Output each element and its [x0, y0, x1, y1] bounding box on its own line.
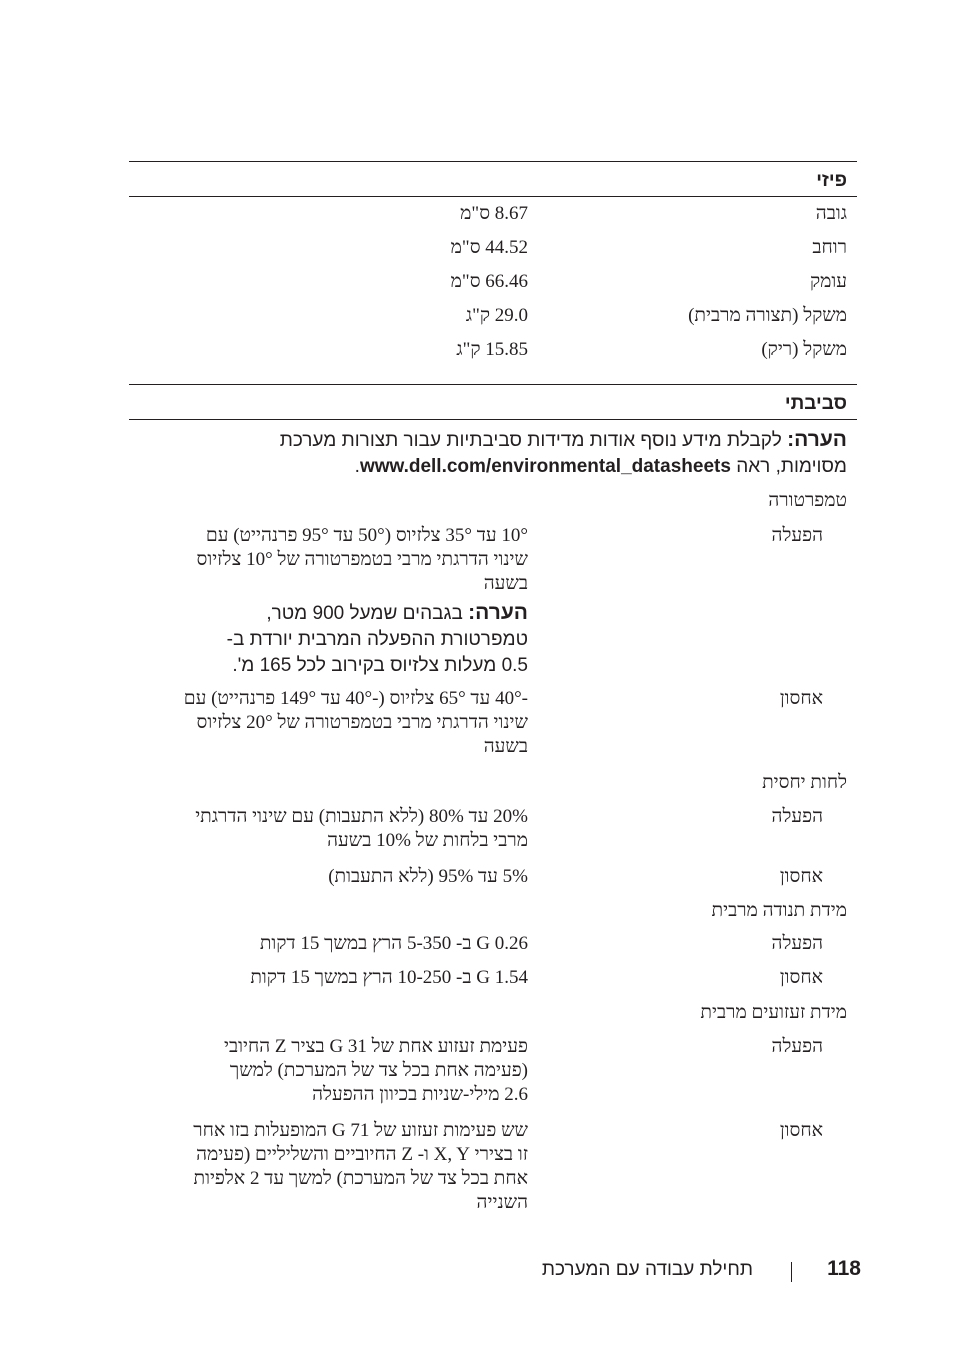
vibration-label: מידת תנודה מרבית	[711, 900, 847, 921]
temp-operating-line-2: שינוי הדרגתי מרבי בטמפרטורה של 10° צלזיוס	[196, 549, 528, 570]
environment-note	[207, 427, 847, 480]
sub-note-line-1: בגבהים שמעל 900 מטר,	[266, 603, 463, 624]
height-value: 8.67 ס"מ	[460, 203, 528, 224]
height-label: גובה	[815, 203, 847, 224]
shock-operating-value	[224, 1035, 528, 1107]
shock-operating-line-3: 2.6 מילי-שניות בכיוון ההפעלה	[312, 1084, 528, 1105]
temp-storage-line-3: בשעה	[483, 736, 528, 757]
width-label: רוחב	[812, 237, 847, 258]
environment-heading: סביבתי	[784, 393, 847, 414]
environment-heading-rule	[129, 419, 857, 420]
temp-storage-line-1: -40° עד 65° צלזיוס (-40° עד 149° פרנהייט) עם	[183, 688, 528, 709]
physical-heading-rule	[129, 196, 857, 197]
page-number: 118	[827, 1257, 861, 1280]
environment-top-rule	[129, 384, 857, 385]
temp-altitude-note	[168, 600, 528, 679]
note-text-1: לקבלת מידע נוסף אודות מדידות סביבתיות עבור תצורות מערכת	[279, 430, 782, 451]
humidity-operating-line-2: מרבי בלחות של 10% בשעה	[327, 830, 528, 851]
temp-operating-line-1: 10° עד 35° צלזיוס (50° עד 95° פרנהייט) עם	[205, 525, 528, 546]
top-rule	[129, 161, 857, 162]
chapter-title: תחילת עבודה עם המערכת	[541, 1259, 753, 1280]
vibration-storage-label: אחסון	[779, 967, 823, 988]
shock-operating-label: הפעלה	[771, 1036, 823, 1057]
vibration-operating-label: הפעלה	[771, 933, 823, 954]
vibration-storage-value: 1.54 G ב- 10-250 הרץ במשך 15 דקות	[250, 967, 528, 988]
shock-label: מידת זעזועים מרבית	[700, 1002, 847, 1023]
humidity-label: לחות יחסית	[762, 772, 847, 793]
shock-storage-line-2: זו בצירי X, Y ו- Z החיוביים והשליליים (פעימה	[196, 1144, 528, 1165]
temp-storage-value	[184, 687, 528, 759]
depth-label: עומק	[809, 271, 847, 292]
shock-storage-label: אחסון	[779, 1120, 823, 1141]
depth-value: 66.46 ס"מ	[450, 271, 528, 292]
temp-storage-label: אחסון	[779, 688, 823, 709]
humidity-operating-label: הפעלה	[771, 806, 823, 827]
humidity-storage-label: אחסון	[779, 866, 823, 887]
max-weight-value: 29.0 ק"ג	[465, 305, 528, 326]
temperature-label: טמפרטורה	[768, 490, 847, 511]
sub-note-label: הערה:	[468, 601, 528, 624]
shock-storage-value	[193, 1119, 528, 1215]
temp-storage-line-2: שינוי הדרגתי מרבי בטמפרטורה של 20° צלזיוס	[196, 712, 528, 733]
max-weight-label: משקל (תצורה מרבית)	[688, 305, 847, 326]
humidity-storage-value: 5% עד 95% (ללא התעבות)	[328, 866, 528, 887]
temp-operating-label: הפעלה	[771, 525, 823, 546]
physical-heading: פיזי	[816, 170, 847, 191]
sub-note-line-2: טמפרטורת ההפעלה המרבית יורדת ב-	[226, 629, 528, 650]
width-value: 44.52 ס"מ	[450, 237, 528, 258]
temp-operating-value	[197, 524, 528, 596]
note-url: www.dell.com/environmental_datasheets	[359, 456, 731, 477]
footer-separator	[791, 1262, 792, 1282]
note-end: .	[354, 456, 360, 477]
empty-weight-value: 15.85 ק"ג	[456, 339, 528, 360]
note-label: הערה:	[787, 428, 847, 451]
temp-operating-line-3: בשעה	[483, 573, 528, 594]
shock-storage-line-1: שש פעימות זעזוע של 71 G המופעלות בזו אחר	[193, 1120, 528, 1141]
empty-weight-label: משקל (ריק)	[761, 339, 847, 360]
shock-operating-line-2: (פעימה אחת בכל צד של המערכת) למשך	[229, 1060, 528, 1081]
shock-storage-line-4: השנייה	[476, 1192, 528, 1213]
humidity-operating-value	[195, 805, 528, 853]
vibration-operating-value: 0.26 G ב- 5-350 הרץ במשך 15 דקות	[259, 933, 528, 954]
note-text-2: מסוימות, ראה	[736, 456, 847, 477]
shock-storage-line-3: אחת בכל צד של המערכת) למשך עד 2 אלפיות	[193, 1168, 528, 1189]
shock-operating-line-1: פעימת זעזוע אחת של 31 G בציר Z החיובי	[223, 1036, 528, 1057]
sub-note-line-3: 0.5 מעלות צלזיוס בקירוב לכל 165 מ'.	[232, 655, 528, 676]
humidity-operating-line-1: 20% עד 80% (ללא התעבות) עם שינוי הדרגתי	[195, 806, 528, 827]
